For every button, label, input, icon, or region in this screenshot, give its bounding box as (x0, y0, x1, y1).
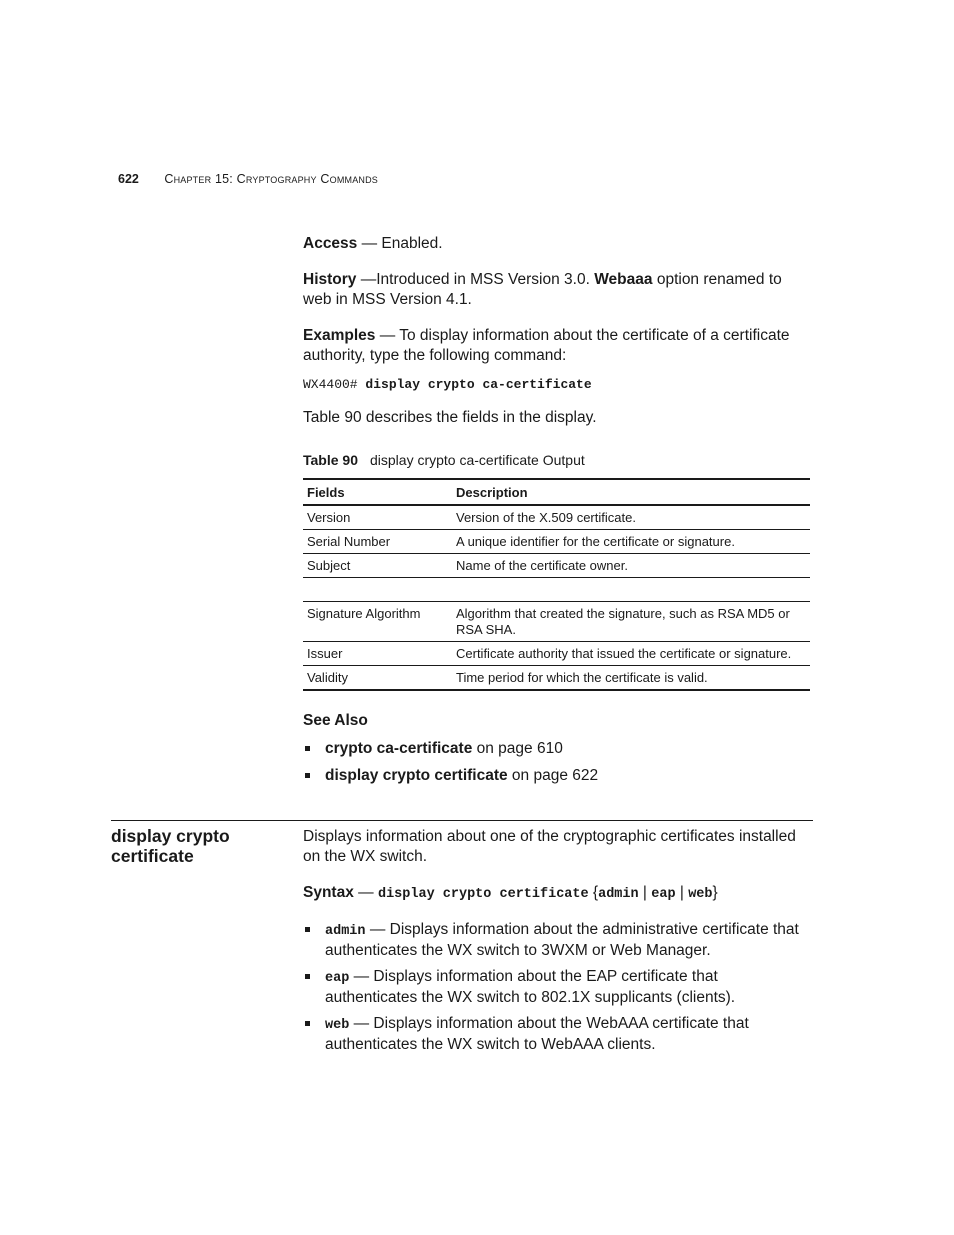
table-row (303, 642, 810, 666)
table-intro: Table 90 describes the fields in the display. (303, 409, 597, 426)
option-keyword: web (325, 1018, 350, 1033)
syntax-line (303, 883, 813, 905)
bullet-icon (305, 974, 310, 979)
table-row (303, 530, 810, 554)
page-number: 622 (118, 172, 139, 186)
syntax-option-web: web (688, 887, 713, 902)
see-also-heading: See Also (303, 712, 368, 729)
option-description: — Displays information about the WebAAA certificate that authenticates the WX switch to WebAAA clients. (325, 1015, 749, 1053)
table-header-description: Description (452, 479, 810, 505)
table-cell-field: Validity (307, 670, 348, 685)
running-header (118, 172, 378, 186)
table-row (303, 505, 810, 530)
section-divider (111, 820, 813, 821)
table-header-fields: Fields (303, 479, 452, 505)
examples-label: Examples (303, 327, 376, 344)
table-header-row (303, 479, 810, 505)
syntax-brace-open: { (588, 884, 599, 901)
syntax-brace-close: } (712, 884, 718, 901)
see-also-link[interactable]: display crypto certificate (325, 767, 508, 784)
access-paragraph (303, 234, 813, 254)
command-prompt: WX4400# (303, 377, 366, 392)
output-fields-table (303, 478, 810, 691)
command-text: display crypto ca-certificate (365, 377, 592, 392)
bullet-icon (305, 746, 310, 751)
option-keyword: eap (325, 971, 350, 986)
table-caption-label: Table 90 (303, 452, 358, 468)
see-also-link[interactable]: crypto ca-certificate (325, 740, 473, 757)
section-heading: display crypto certificate (111, 826, 230, 866)
see-also-page-ref: on page 622 (507, 767, 599, 784)
chapter-title: Chapter 15: Cryptography Commands (164, 172, 379, 186)
syntax-dash: — (353, 884, 378, 901)
example-command (303, 376, 592, 392)
table-cell-description: Version of the X.509 certificate. (452, 505, 810, 530)
section-description: Displays information about one of the cryptographic certificates installed on the WX switch. (303, 828, 796, 865)
examples-paragraph (303, 326, 813, 366)
access-label: Access (303, 235, 358, 252)
table-row (303, 554, 810, 578)
history-text-2: option renamed to web in MSS Version 4.1. (303, 271, 782, 308)
syntax-separator: | (675, 884, 689, 901)
see-also-page-ref: on page 610 (472, 740, 563, 757)
history-label: History (303, 271, 357, 288)
access-text: — Enabled. (357, 235, 443, 252)
table-cell-description: A unique identifier for the certificate or signature. (452, 530, 810, 554)
history-paragraph (303, 270, 813, 310)
table-row (303, 602, 810, 642)
table-row-empty (303, 578, 810, 602)
table-cell-description: Certificate authority that issued the certificate or signature. (452, 642, 810, 666)
bullet-icon (305, 927, 310, 932)
examples-text: — To display information about the certificate of a certificate authority, type the following command: (303, 327, 790, 364)
table-cell-description: Algorithm that created the signature, such as RSA MD5 or RSA SHA. (452, 602, 810, 642)
table-cell-description (452, 578, 810, 602)
history-text-1: —Introduced in MSS Version 3.0. (356, 271, 595, 288)
table-row (303, 666, 810, 691)
bullet-icon (305, 1021, 310, 1026)
table-cell-description: Name of the certificate owner. (452, 554, 810, 578)
bullet-icon (305, 773, 310, 778)
syntax-option-admin: admin (598, 887, 639, 902)
table-cell-field: Serial Number (303, 530, 452, 554)
syntax-label: Syntax (303, 884, 354, 901)
table-caption (303, 452, 585, 468)
table-cell-field: Issuer (303, 642, 452, 666)
history-bold-webaaa: Webaaa (594, 271, 653, 288)
syntax-separator: | (638, 884, 652, 901)
option-keyword: admin (325, 924, 366, 939)
table-cell-field (303, 578, 452, 602)
table-cell-description: Time period for which the certificate is valid. (456, 670, 708, 685)
table-cell-field: Signature Algorithm (303, 602, 452, 642)
table-cell-field: Version (303, 505, 452, 530)
syntax-option-eap: eap (651, 887, 676, 902)
option-description: — Displays information about the EAP certificate that authenticates the WX switch to 802.1X supplicants (clients). (325, 968, 736, 1006)
table-cell-field: Subject (303, 554, 452, 578)
table-caption-text: display crypto ca-certificate Output (370, 452, 585, 468)
syntax-command: display crypto certificate (377, 887, 589, 902)
option-description: — Displays information about the administrative certificate that authenticates the WX switch to 3WXM or Web Manager. (325, 921, 799, 959)
